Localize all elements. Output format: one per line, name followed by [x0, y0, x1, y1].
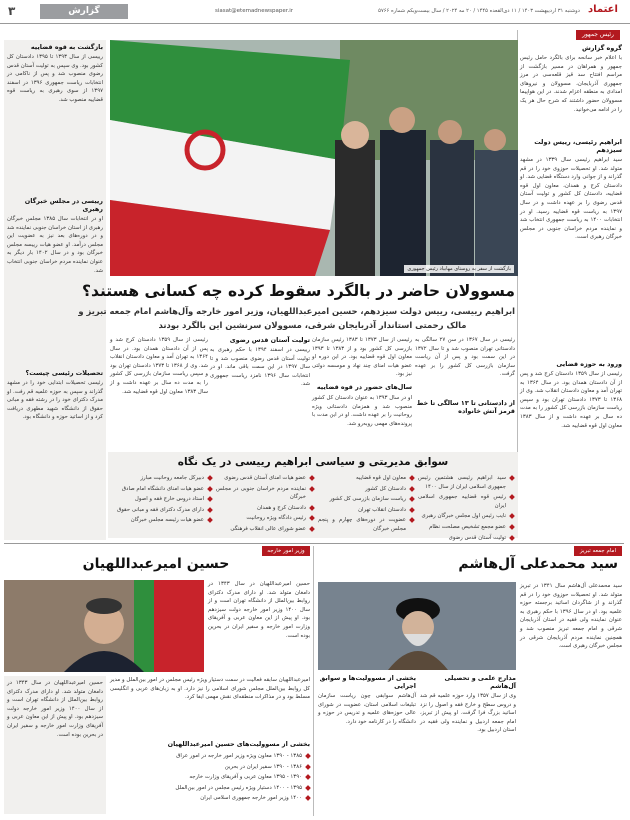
left-s3-text: رئیسی تحصیلات ابتدایی خود را در مشهد گذراند و سپس به حوزه علمیه قم رفت. او مدرک دکترای خود را در رشته فقه و مبانی حقوق از دانشگاه شهید مطهری دریافت کرد و از اساتید حوزه و دانشگاه بود.	[7, 380, 103, 421]
right-s1-text: با اعلام خبر سانحه برای بالگرد حامل رئیس جمهور و همراهان در مسیر بازگشت از مراسم افتتاح سد قیز قلعه‌سی در مرز جمهوری آذربایجان، مسوولان و نیروهای امدادی به منطقه اعزام شدند. در این هواپیما مسوولان حضور داشتند که شرح حال هر یک را در ادامه می‌خوانید.	[520, 55, 622, 113]
right-column	[520, 44, 622, 544]
alhashem-col-c-text: آل‌هاشم سوابقی چون ریاست سازمان تبلیغات اسلامی استان، عضویت در شورای عالی حوزه‌های علمیه و تدریس در حوزه و دانشگاه را در کارنامه خود دارد.	[318, 693, 416, 725]
record-item: عضو هیات امنای آستان قدس رضوی	[216, 474, 314, 483]
record-item: نایب رئیس اول مجلس خبرگان رهبری	[418, 512, 514, 521]
mid-c-sub: از دادستانی تا ۱۳ سالگی تا خط قرمز آتش خانواده	[416, 399, 515, 415]
abdollahian-name: حسین امیرعبداللهیان	[82, 556, 230, 572]
masthead	[0, 0, 630, 24]
mid-d-text: رئیسی از سال ۱۳۵۹ دادستان کرج شد و پس از آن دادستان همدان بود. در سال ۱۳۶۴ به تهران آمد و معاون دادستان انقلاب شد. وی از ۱۳۶۸ تا ۱۳۷۳ دادستان تهران بود و سپس ریاست سازمان بازرسی کل کشور را به مدت ده سال بر عهده داشت و از سال ۱۳۸۳ معاون اول قوه قضاییه شد.	[110, 337, 208, 395]
record-item: نماینده مردم خراسان جنوبی در مجلس خبرگان	[216, 485, 314, 502]
kicker-tabriz: امام جمعه تبریز	[574, 546, 622, 556]
records-list-2	[318, 474, 414, 536]
mid-c-text: رئیسی در سال ۱۳۶۷ در سن ۲۷ سالگی به دادستانی تهران منصوب شد و تا سال ۱۳۷۲ در این سمت بود و پس از آن ریاست سازمان بازرسی کل کشور را بر عهده گرفت.	[415, 337, 515, 378]
abdollahian-list-title: بخشی از مسوولیت‌های حسین امیرعبداللهیان	[167, 740, 310, 748]
main-photo	[110, 40, 518, 276]
date-line: دوشنبه ۳۱ اردیبهشت ۱۴۰۳ / ۱۱ ذی‌القعده ۱۴۴۵ / ۲۰ مه ۲۰۲۴ / سال بیست‌ویکم شماره ۵۷۶۶	[378, 8, 580, 14]
right-s3-text: رئیسی از سال ۱۳۵۹ دادستان کرج شد و پس از آن دادستان همدان بود. در سال ۱۳۶۴ به تهران آمد و معاون دادستان انقلاب شد. وی از ۱۳۶۸ تا ۱۳۷۳ دادستان تهران بود و سپس ریاست سازمان بازرسی کل کشور را به مدت ده سال بر عهده داشت و از سال ۱۳۸۳ معاون اول قوه قضاییه شد.	[520, 371, 622, 429]
record-item: عضو مجمع تشخیص مصلحت نظام	[418, 523, 514, 532]
abdollahian-col-a: حسین امیرعبداللهیان در سال ۱۳۴۳ در دامغان متولد شد. او دارای مدرک دکترای روابط بین‌الملل از دانشگاه تهران است و از سال ۱۴۰۰ وزیر امور خارجه دولت سیزدهم بود. او پیش از این معاون عربی و آفریقای وزارت امور خارجه و سفیر ایران در بحرین بوده است.	[208, 581, 311, 639]
flag-crowd-illustration	[110, 40, 518, 276]
alhashem-col-c-title: بخشی از مسوولیت‌ها و سوابق اجرایی	[319, 674, 416, 690]
record-item: استاد دروس خارج فقه و اصول	[114, 495, 212, 504]
section-divider	[4, 543, 624, 544]
record-item: عضو هیات امنای دانشگاه امام صادق	[114, 485, 212, 494]
mid-b-text: رییسی در اسفند ۱۳۹۴ با حکم رهبری به تولیت آستان قدس رضوی منصوب شد و تا سال ۱۳۹۷ در این سمت باقی ماند. او در انتخابات سال ۱۳۹۶ نامزد ریاست جمهوری شد.	[210, 347, 311, 388]
responsibility-item: ۱۳۸۶ - ۱۳۹۰ سفیر ایران در بحرین	[110, 763, 310, 772]
record-item: دادستان انقلاب تهران	[318, 506, 414, 515]
section-title: گزارش	[40, 4, 128, 19]
abdollahian-col-b: امیرعبداللهیان سابقه فعالیت در سمت دستیار ویژه رئیس مجلس در امور بین‌الملل و مدیر کل روابط بین‌الملل مجلس شورای اسلامی را نیز دارد. او به زبان‌های عربی و انگلیسی مسلط بود و در مذاکرات منطقه‌ای نقش مهمی ایفا کرد.	[110, 677, 310, 701]
left-s2-title: رییسی در مجلس خبرگان رهبری	[24, 197, 103, 213]
record-item: عضو هیات رئیسه مجلس خبرگان	[114, 516, 212, 525]
responsibility-item: ۱۳۹۵ - ۱۴۰۰ دستیار ویژه رئیس مجلس در امور بین‌الملل	[110, 784, 310, 793]
main-headline: مسوولان حاضر در بالگرد سقوط کرده چه کسانی هستند؟	[82, 282, 515, 300]
alhashem-col-c	[318, 674, 416, 814]
mid-a-text: رئیسی از سال ۱۳۷۳ تا ۱۳۸۳ رئیس سازمان بازرسی کل کشور بود و از ۱۳۸۳ تا ۱۳۹۳ معاون اول قوه قضاییه بود. در این دوره او عضو هیات امنای چند نهاد و موسسه دولتی نیز بود.	[312, 337, 412, 378]
records-title: سوابق مدیریتی و سیاسی ابراهیم رییسی در یک نگاه	[177, 456, 449, 468]
record-item: عضویت در دوره‌های چهارم و پنجم مجلس خبرگان	[318, 516, 414, 533]
mid-a-sub-text: او در سال ۱۳۹۳ به عنوان دادستان کل کشور منصوب شد و همزمان دادستانی ویژه روحانیت را بر عهده داشت. او در این مدت با پرونده‌های مهمی روبه‌رو شد.	[312, 395, 412, 427]
alhashem-col-a: سید محمدعلی آل‌هاشم سال ۱۳۴۱ در تبریز متولد شد. او تحصیلات حوزوی خود را در قم گذراند و از شاگردان اساتید برجسته حوزه علمیه بود. او در سال ۱۳۹۶ با حکم رهبری به عنوان نماینده ولی فقیه در استان آذربایجان شرقی و امام جمعه تبریز منصوب شد و همچنین نماینده مردم آذربایجان شرقی در مجلس خبرگان رهبری است.	[520, 583, 622, 650]
records-list-1	[418, 474, 514, 541]
responsibility-item: ۱۳۹۰ - ۱۳۹۵ معاون عربی و آفریقای وزارت خارجه	[110, 773, 310, 782]
left-s2-text: او در انتخابات سال ۱۳۸۵ مجلس خبرگان رهبری از استان خراسان جنوبی نماینده شد و در دوره‌های بعد نیز به عضویت این مجلس درآمد. او عضو هیات رییسه مجلس خبرگان بود و در سال ۱۴۰۲ بار دیگر به عنوان نماینده مردم خراسان جنوبی انتخاب شد.	[7, 216, 104, 274]
kicker-foreign-minister: وزیر امور خارجه	[262, 546, 310, 556]
responsibility-item: ۱۳۸۵ - ۱۳۹۰ معاون ویژه وزیر امور خارجه در امور عراق	[110, 752, 310, 761]
mid-column-d	[110, 336, 208, 446]
record-item: دبیرکل جامعه روحانیت مبارز	[114, 474, 212, 483]
right-s2-title: ابراهیم رئیسی، رییس دولت سیزدهم	[534, 138, 622, 154]
alhashem-portrait	[318, 582, 516, 670]
mid-column-b	[210, 336, 310, 446]
records-list-4	[114, 474, 212, 536]
alhashem-col-b-text: وی از سال ۱۳۵۷ وارد حوزه علمیه قم شد و دروس سطح و خارج فقه و اصول را نزد اساتید بزرگ فرا گرفت. او پیش از تبریز، امام جمعه اردبیل و نماینده ولی فقیه در استان اردبیل بود.	[420, 693, 516, 734]
record-item: دادستان کل کشور	[318, 485, 414, 494]
records-box	[108, 452, 518, 541]
alhashem-photo	[318, 582, 516, 670]
alhashem-col-b-title: مدارج علمی و تحصیلی آل‌هاشم	[444, 674, 516, 690]
record-item: ریاست سازمان بازرسی کل کشور	[318, 495, 414, 504]
alhashem-name: سید محمدعلی آل‌هاشم	[458, 556, 618, 572]
record-item: دادستان کرج و همدان	[216, 504, 314, 513]
record-item: تولیت آستان قدس رضوی	[418, 534, 514, 543]
right-s2-text: سید ابراهیم رئیسی سال ۱۳۳۹ در مشهد متولد شد. او تحصیلات حوزوی خود را در قم گذراند و از جوانی وارد دستگاه قضایی شد. او دادستان کرج و همدان، معاون اول قوه قضاییه، دادستان کل کشور و تولیت آستان قدس رضوی را بر عهده داشت و در سال ۱۳۹۷ به ریاست قوه قضاییه رسید. او در انتخابات ۱۴۰۰ به ریاست جمهوری انتخاب شد و نماینده مردم خراسان جنوبی در مجلس خبرگان رهبری است.	[520, 157, 622, 241]
mid-column-a	[312, 336, 412, 446]
record-item: دارای مدرک دکترای فقه و مبانی حقوق	[114, 506, 212, 515]
left-s1-title: بازگشت به قوه قضاییه	[30, 43, 103, 51]
kicker-president: رئیس جمهور	[576, 30, 620, 40]
record-item: عضو شورای عالی انقلاب فرهنگی	[216, 525, 314, 534]
record-item: رئیس قوه قضاییه جمهوری اسلامی ایران	[418, 493, 514, 510]
records-list-3	[216, 474, 314, 536]
right-s1-title: گروه گزارش	[581, 44, 622, 52]
right-s3-title: ورود به حوزه قضایی	[556, 360, 622, 368]
logo: اعتماد	[588, 4, 618, 15]
responsibility-item: ۱۴۰۰ وزیر امور خارجه جمهوری اسلامی ایران	[110, 794, 310, 803]
record-item: معاون اول قوه قضاییه	[318, 474, 414, 483]
abdollahian-portrait	[4, 580, 204, 672]
mid-a-sub: سال‌های حضور در قوه قضاییه	[316, 383, 412, 391]
mid-column-c	[415, 336, 515, 446]
left-s3-title: تحصیلات رئیسی چیست؟	[25, 369, 103, 377]
subhead-line-1: ابراهیم رییسی، رییس دولت سیزدهم، حسین امیرعبداللهیان، وزیر امور خارجه وآل‌هاشم امام جمعه تبریز و	[78, 306, 515, 316]
abdollahian-side-box: حسین امیرعبداللهیان در سال ۱۳۴۳ در دامغان متولد شد. او دارای مدرک دکترای روابط بین‌الملل از دانشگاه تهران است و از سال ۱۴۰۰ وزیر امور خارجه دولت سیزدهم بود. او پیش از این معاون عربی و آفریقای وزارت امور خارجه و سفیر ایران در بحرین بوده است.	[4, 676, 106, 814]
left-s1-text: رییسی از سال ۱۳۹۳ تا ۱۳۹۵ دادستان کل کشور بود. وی سپس به تولیت آستان قدس رضوی منصوب شد و پس از ناکامی در انتخابات ریاست جمهوری ۱۳۹۶ در اسفند ۱۳۹۷ از سوی رهبری به ریاست قوه قضاییه منصوب شد.	[7, 54, 104, 103]
bottom-column-rule	[313, 546, 314, 816]
subhead-line-2: مالک رحمتی استاندار آذربایجان شرقی، مسوولان سرنشین این بالگرد بودند	[158, 320, 467, 330]
photo-caption: بازگشت از سفر به روستای مهابیاد رئیس جمهوری	[404, 265, 514, 273]
record-item: سید ابراهیم رئیسی هشتمین رئیس جمهوری اسلامی ایران از سال ۱۴۰۰	[418, 474, 514, 491]
site-address: siasat@etemadnewspaper.ir	[215, 8, 294, 14]
record-item: رئیس دادگاه ویژه روحانیت	[216, 514, 314, 523]
abdollahian-list	[110, 752, 310, 814]
page-number: ۳	[8, 4, 16, 18]
mid-b-sub: تولیت آستان قدس رضوی	[229, 336, 310, 344]
alhashem-col-b	[420, 674, 516, 814]
abdollahian-photo	[4, 580, 204, 672]
